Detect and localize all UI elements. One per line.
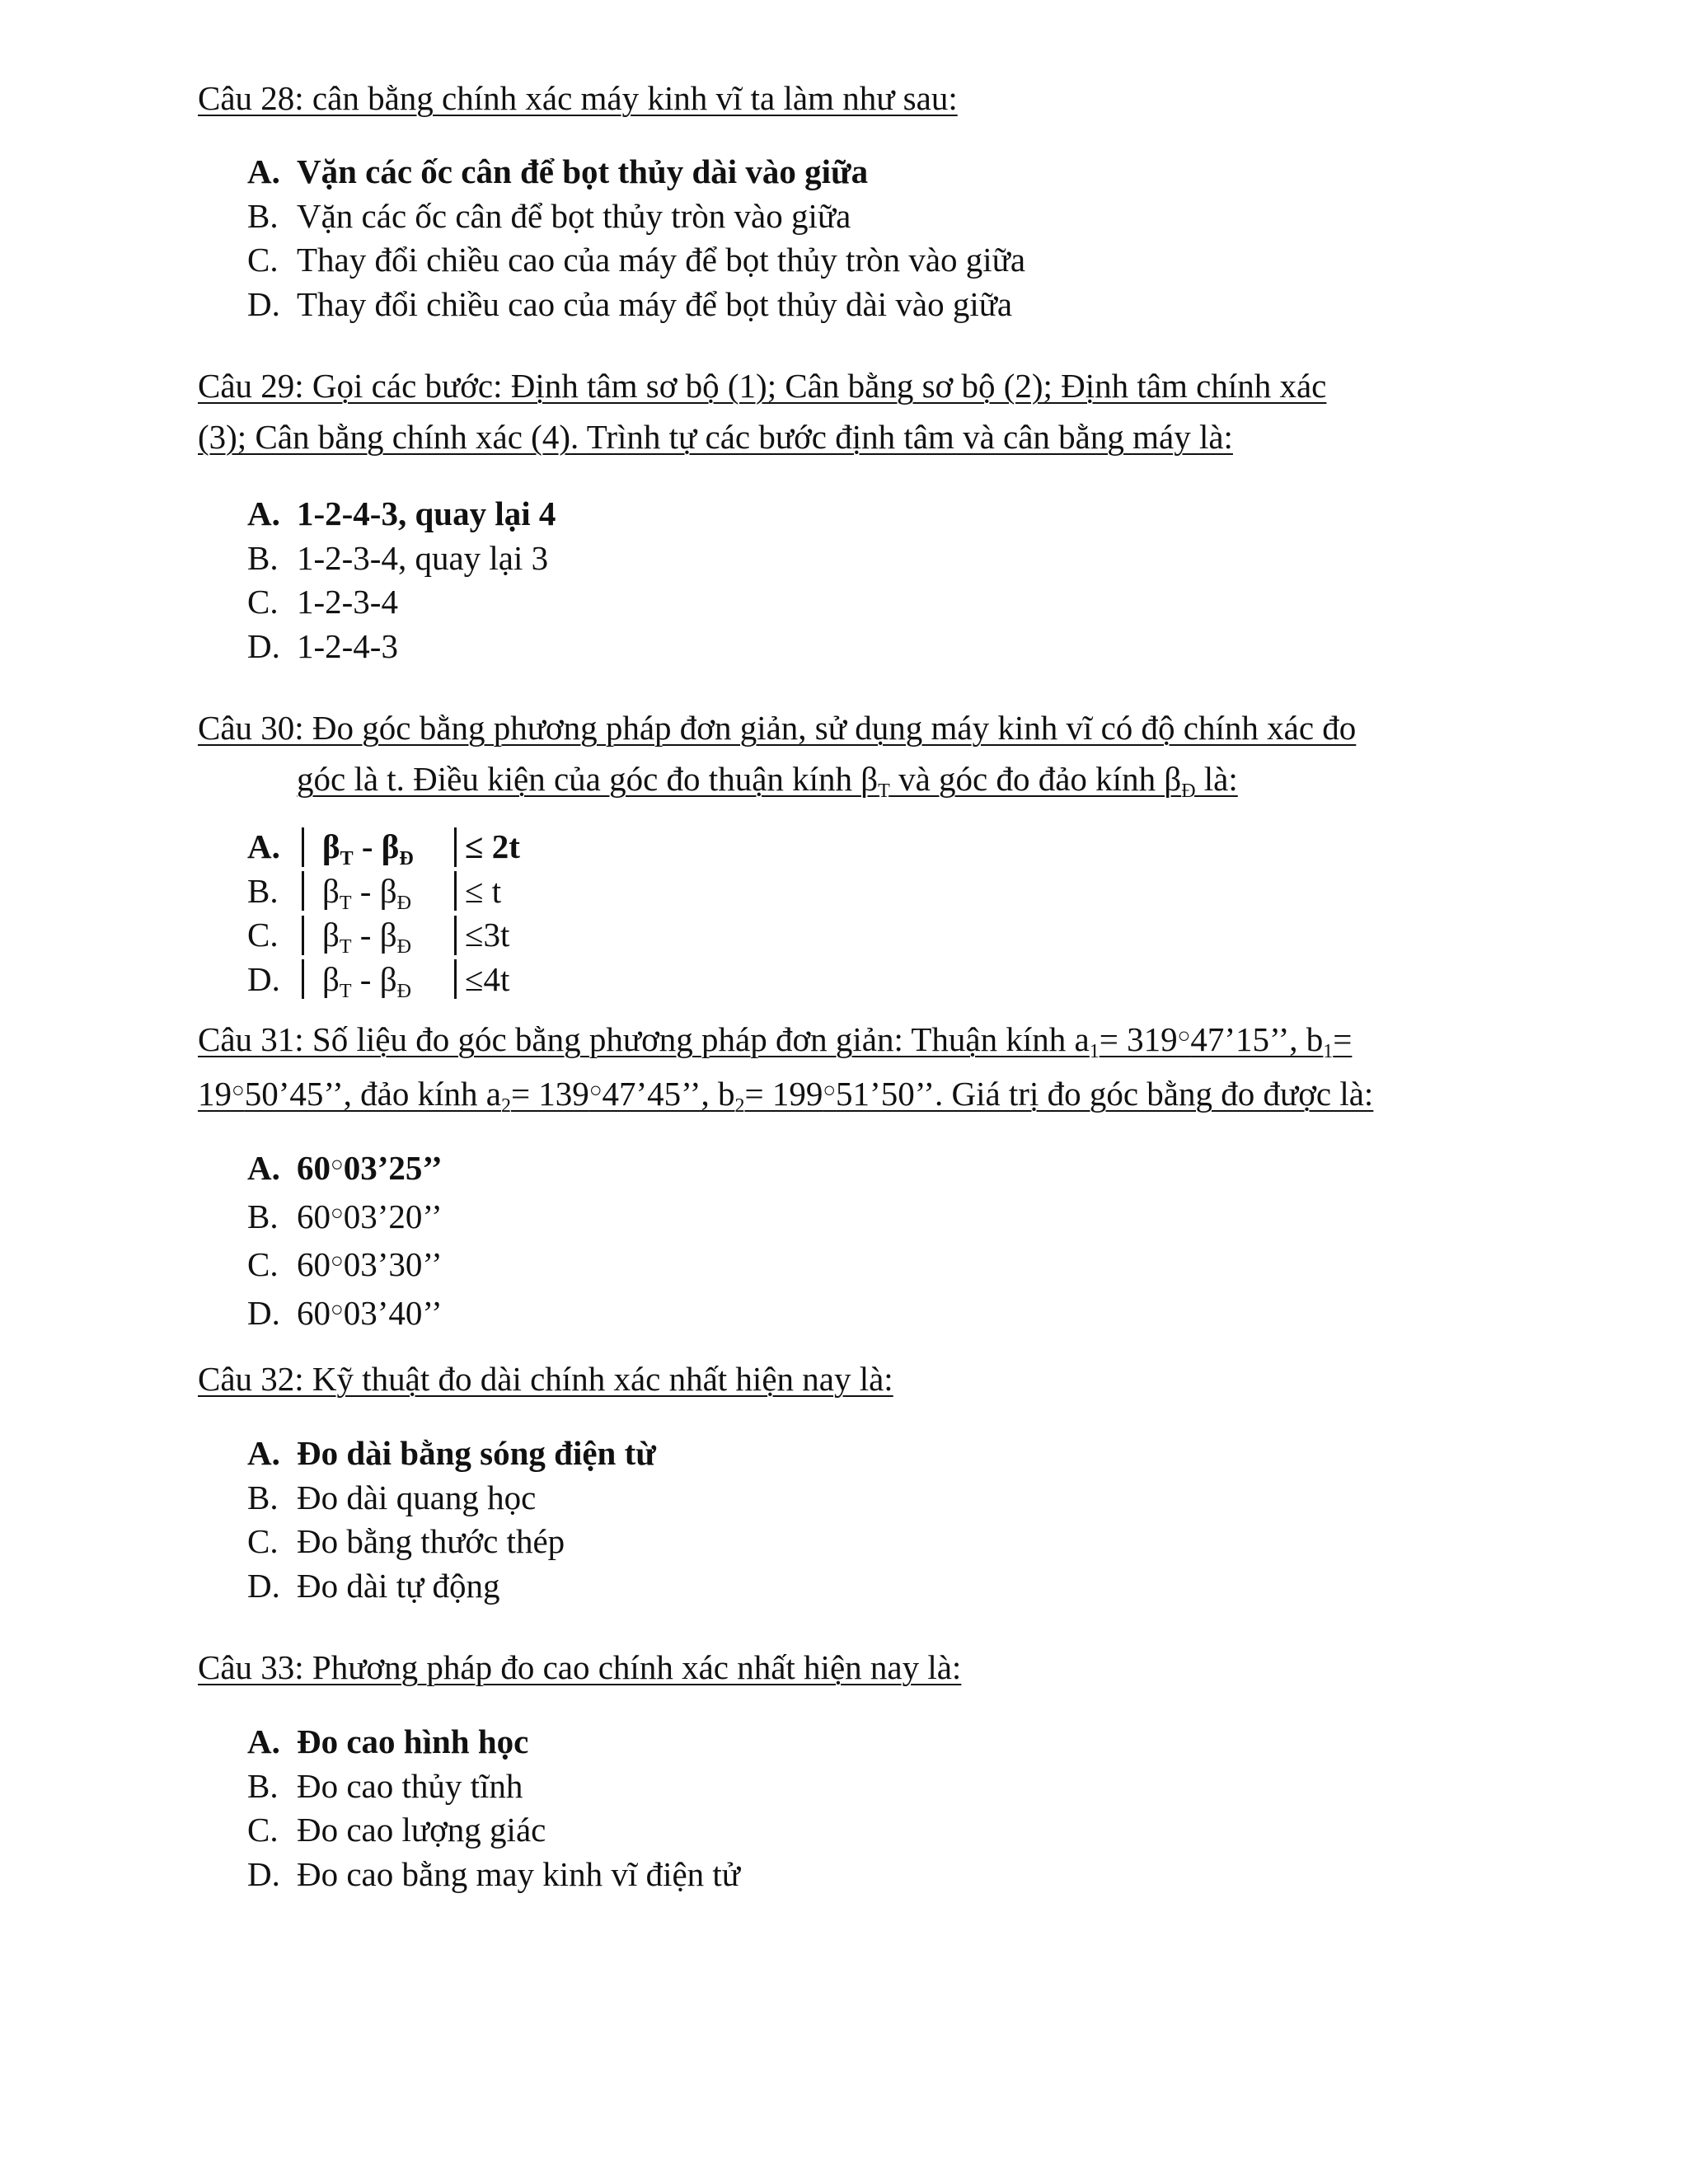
degree-symbol: ○ — [1177, 1024, 1191, 1047]
question-29-line-1: Câu 29: Gọi các bước: Định tâm sơ bộ (1); Cân bằng sơ bộ (2); Định tâm chính xác — [198, 367, 1327, 405]
q29-option-c: C. 1-2-3-4 — [247, 583, 398, 621]
q29-option-b: B. 1-2-3-4, quay lại 3 — [247, 538, 549, 577]
abs-bar-left — [302, 959, 304, 999]
abs-bar-left — [302, 916, 304, 955]
degree-symbol: ○ — [588, 1078, 603, 1102]
beta-difference: $\beta_T - \beta_Đ$ — [322, 827, 414, 869]
abs-bar-right — [454, 959, 457, 999]
q30-option-c: C. $\beta_T - \beta_Đ$ ≤3t — [247, 913, 520, 958]
q33-option-a: A. Đo cao hình học — [247, 1722, 529, 1760]
abs-bar-right — [454, 827, 457, 867]
q31-option-c: C. 60○03’30’’ — [247, 1245, 443, 1283]
beta-difference: $\beta_T - \beta_Đ$ — [322, 959, 411, 1002]
abs-bar-right — [454, 871, 457, 911]
question-33 — [198, 1642, 1533, 1693]
question-31-line-2: 19○50’45’’, đảo kính $a_2=$ 139○47’45’’, $b_2=$ 199○51’50’’. Giá trị đo góc bằng đo được là: — [198, 1075, 1374, 1117]
q33-option-d: D. Đo cao bằng may kinh vĩ điện tử — [247, 1854, 741, 1893]
question-31-options — [247, 1142, 443, 1335]
question-32-options — [247, 1432, 656, 1608]
degree-symbol: ○ — [232, 1078, 245, 1102]
q32-option-a: A. Đo dài bằng sóng điện từ — [247, 1434, 656, 1472]
question-30 — [198, 702, 1533, 804]
q30-option-a: A. $\beta_T - \beta_Đ$ ≤ 2t — [247, 825, 520, 869]
question-30-line-2: góc là t. Điều kiện của góc đo thuận kính $\beta_T$ và góc đo đảo kính $\beta_Đ$ là: — [297, 760, 1238, 802]
question-30-line-1: Câu 30: Đo góc bằng phương pháp đơn giản, sử dụng máy kinh vĩ có độ chính xác đo — [198, 709, 1357, 747]
abs-bar-left — [302, 827, 304, 867]
question-28-text: Câu 28: cân bằng chính xác máy kinh vĩ ta làm như sau: — [198, 79, 958, 117]
beta-difference: $\beta_T - \beta_Đ$ — [322, 916, 411, 958]
question-32-text: Câu 32: Kỹ thuật đo dài chính xác nhất hiện nay là: — [198, 1360, 893, 1398]
q29-option-d: D. 1-2-4-3 — [247, 626, 398, 665]
q32-option-c: C. Đo bằng thước thép — [247, 1522, 565, 1560]
q28-option-a: A. Vặn các ốc cân để bọt thủy dài vào giữa — [247, 152, 869, 190]
question-28-options — [247, 150, 1025, 326]
question-32 — [198, 1353, 1533, 1404]
question-29 — [198, 360, 1533, 462]
q30-option-d: D. $\beta_T - \beta_Đ$ ≤4t — [247, 958, 520, 1002]
question-29-options — [247, 492, 556, 668]
q33-option-b: B. Đo cao thủy tĩnh — [247, 1766, 523, 1805]
q31-option-d: D. 60○03’40’’ — [247, 1293, 443, 1332]
question-33-text: Câu 33: Phương pháp đo cao chính xác nhất hiện nay là: — [198, 1648, 962, 1686]
beta-difference: $\beta_T - \beta_Đ$ — [322, 871, 411, 914]
q31-option-b: B. 60○03’20’’ — [247, 1197, 443, 1235]
question-31-line-1: Câu 31: Số liệu đo góc bằng phương pháp đơn giản: Thuận kính $a_1=$ 319○47’15’’, $b_1=$ — [198, 1020, 1353, 1062]
q32-option-b: B. Đo dài quang học — [247, 1478, 537, 1516]
q31-option-a: A. 60○03’25’’ — [247, 1149, 443, 1187]
question-31 — [198, 1010, 1533, 1119]
q28-option-b: B. Vặn các ốc cân để bọt thủy tròn vào giữa — [247, 196, 851, 235]
q29-option-a: A. 1-2-4-3, quay lại 4 — [247, 494, 556, 532]
q33-option-c: C. Đo cao lượng giác — [247, 1811, 546, 1849]
abs-bar-left — [302, 871, 304, 911]
q28-option-c: C. Thay đổi chiều cao của máy để bọt thủy tròn vào giữa — [247, 241, 1026, 279]
q32-option-d: D. Đo dài tự động — [247, 1566, 500, 1605]
question-29-line-2: (3); Cân bằng chính xác (4). Trình tự các bước định tâm và cân bằng máy là: — [198, 418, 1233, 456]
abs-bar-right — [454, 916, 457, 955]
question-33-options — [247, 1720, 740, 1896]
question-30-options — [247, 825, 520, 1001]
degree-symbol: ○ — [823, 1078, 837, 1102]
question-28 — [198, 73, 1533, 124]
q28-option-d: D. Thay đổi chiều cao của máy để bọt thủy dài vào giữa — [247, 284, 1013, 323]
q30-option-b: B. $\beta_T - \beta_Đ$ ≤ t — [247, 869, 520, 914]
